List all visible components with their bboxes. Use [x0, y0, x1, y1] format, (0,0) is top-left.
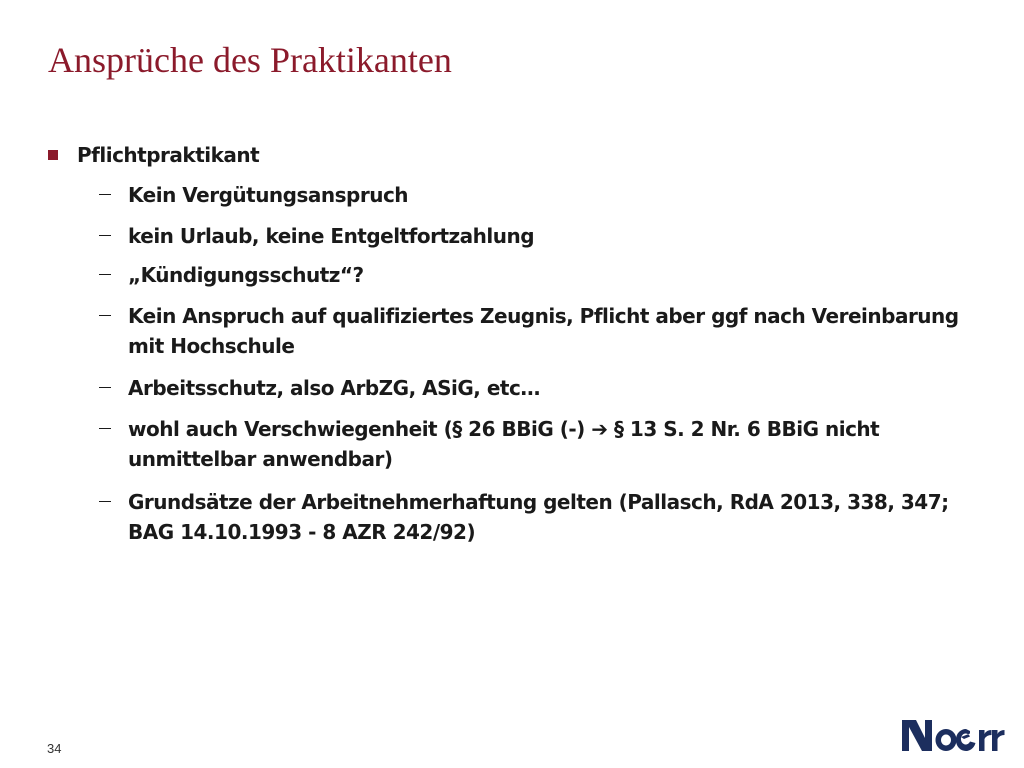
sub-item-text: wohl auch Verschwiegenheit (§ 26 BBiG (-) ➔ § 13 S. 2 Nr. 6 BBiG nicht unmittelbar anwendbar) [128, 417, 880, 471]
sub-item-zeugnis [99, 301, 996, 361]
sub-item-text: Grundsätze der Arbeitnehmerhaftung gelten (Pallasch, RdA 2013, 338, 347; BAG 14.10.1993 - 8 AZR 242/92) [128, 490, 949, 544]
sub-item-arbeitnehmerhaftung [99, 487, 996, 547]
sub-item-verschwiegenheit [99, 414, 996, 474]
sub-item-kuendigungsschutz [99, 260, 996, 290]
page-number: 34 [47, 741, 62, 756]
sub-item-urlaub [99, 221, 996, 251]
dash-bullet-icon [99, 194, 111, 195]
sub-item-verguetung [99, 180, 996, 210]
dash-bullet-icon [99, 387, 111, 388]
dash-bullet-icon [99, 428, 111, 429]
sub-item-text: kein Urlaub, keine Entgeltfortzahlung [128, 224, 535, 248]
dash-bullet-icon [99, 501, 111, 502]
noerr-logo [900, 712, 1006, 758]
sub-item-text: Kein Anspruch auf qualifiziertes Zeugnis, Pflicht aber ggf nach Vereinbarung mit Hochschule [128, 304, 959, 358]
sub-item-text: „Kündigungsschutz“? [128, 263, 364, 287]
dash-bullet-icon [99, 315, 111, 316]
square-bullet-icon [48, 150, 58, 160]
bullet-label: Pflichtpraktikant [77, 143, 260, 167]
bullet-pflichtpraktikant [48, 141, 259, 169]
sub-item-arbeitsschutz [99, 373, 996, 403]
sub-item-text: Arbeitsschutz, also ArbZG, ASiG, etc… [128, 376, 540, 400]
dash-bullet-icon [99, 235, 111, 236]
slide-title: Ansprüche des Praktikanten [48, 40, 452, 80]
sub-item-text: Kein Vergütungsanspruch [128, 183, 409, 207]
dash-bullet-icon [99, 274, 111, 275]
